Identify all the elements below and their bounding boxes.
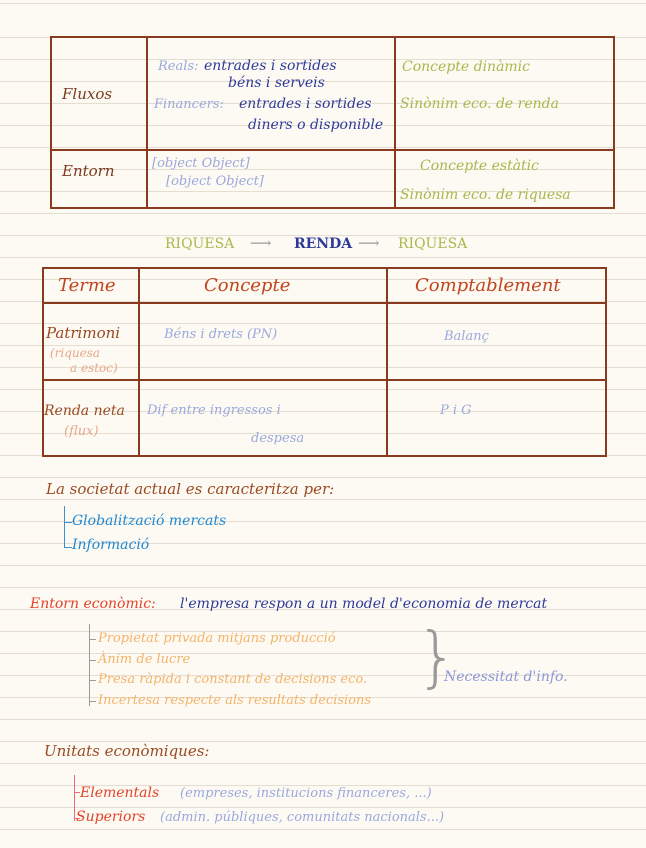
table-2-row-divider [42,379,607,381]
table-1-concept-line: entrades i sortides [204,58,337,74]
table-1-right-text: Sinònim eco. de riquesa [400,187,571,203]
units-item-label: Superiors [76,809,146,825]
entorn-bracket-tick [89,639,96,640]
table-1-term: Entorn [62,162,115,180]
table-1-right-text: Concepte dinàmic [402,59,531,75]
units-heading: Unitats econòmiques: [44,742,210,760]
table-2-header: Terme [58,275,116,296]
table-2-header: Comptablement [415,275,561,296]
table-2-term: Patrimoni [46,324,121,342]
table-2-header: Concepte [204,275,291,296]
arrow-right-icon: ⟶ [358,234,380,252]
entorn-item: Propietat privada mitjans producció [98,631,336,646]
units-item-detail: (empreses, institucions financeres, ...) [180,786,432,801]
flow-item: RENDA [294,236,353,252]
table-2-concept: despesa [251,431,305,446]
table-1-concept-line: diners o disponible [248,117,384,133]
entorn-item: Ànim de lucre [98,652,191,667]
table-1-border-left [50,36,52,209]
table-1-concept-line: entrades i sortides [239,96,372,112]
society-item: Informació [72,537,150,553]
table-2-note: (flux) [64,424,99,439]
table-2-term: Renda neta [44,403,125,419]
entorn-label: Entorn econòmic: [30,596,156,612]
table-1-border-top [50,36,615,38]
table-1-row-divider [50,149,615,151]
flow-item: RIQUESA [165,236,235,252]
table-2-col-divider-2 [386,267,388,457]
units-item-label: Elementals [80,785,160,801]
entorn-result: Necessitat d'info. [444,669,568,685]
table-1-concept-prefix: Reals: [158,59,199,74]
entorn-bracket-tick [89,680,96,681]
entorn-item: Incertesa respecte als resultats decisions [98,693,372,708]
table-1-concept-line: béns i serveis [228,75,325,91]
table-1-right-text: Sinònim eco. de renda [400,96,559,112]
curly-brace-icon: } [416,618,458,695]
table-2-note: (riquesa [50,346,101,360]
table-2-concept: Dif entre ingressos i [147,403,281,418]
table-2-concept: Béns i drets (PN) [164,327,278,342]
table-2-border-right [605,267,607,457]
society-heading: La societat actual es caracteritza per: [46,480,335,498]
society-bracket [64,506,65,548]
table-1-col-divider-1 [146,36,148,209]
entorn-bracket [89,624,90,706]
table-1-concept-line: [object Object] [152,156,250,171]
table-2-border-left [42,267,44,457]
units-bracket [74,775,75,821]
table-2-header-divider [42,302,607,304]
arrow-right-icon: ⟶ [250,234,272,252]
society-bracket-tick [64,522,72,523]
table-2-border-bottom [42,455,607,457]
table-1-concept-prefix: Financers: [154,97,224,112]
entorn-bracket-tick [89,660,96,661]
table-1-col-divider-2 [394,36,396,209]
table-2-note: a estoc) [70,361,118,375]
table-1-concept-line: [object Object] [166,174,264,189]
entorn-text: l'empresa respon a un model d'economia de mercat [180,596,548,612]
table-1-border-right [613,36,615,209]
table-2-border-top [42,267,607,269]
units-item-detail: (admin. públiques, comunitats nacionals...) [160,810,445,825]
table-1-border-bottom [50,207,615,209]
table-2-col-divider-1 [138,267,140,457]
society-bracket-tick [64,547,72,548]
table-2-account: Balanç [444,329,489,344]
entorn-item: Presa ràpida i constant de decisions eco. [98,672,368,687]
entorn-bracket-tick [89,701,96,702]
table-2-account: P i G [440,403,472,418]
society-item: Globalització mercats [72,513,227,529]
table-1-term: Fluxos [62,85,113,103]
table-1-right-text: Concepte estàtic [420,158,539,174]
flow-item: RIQUESA [398,236,468,252]
